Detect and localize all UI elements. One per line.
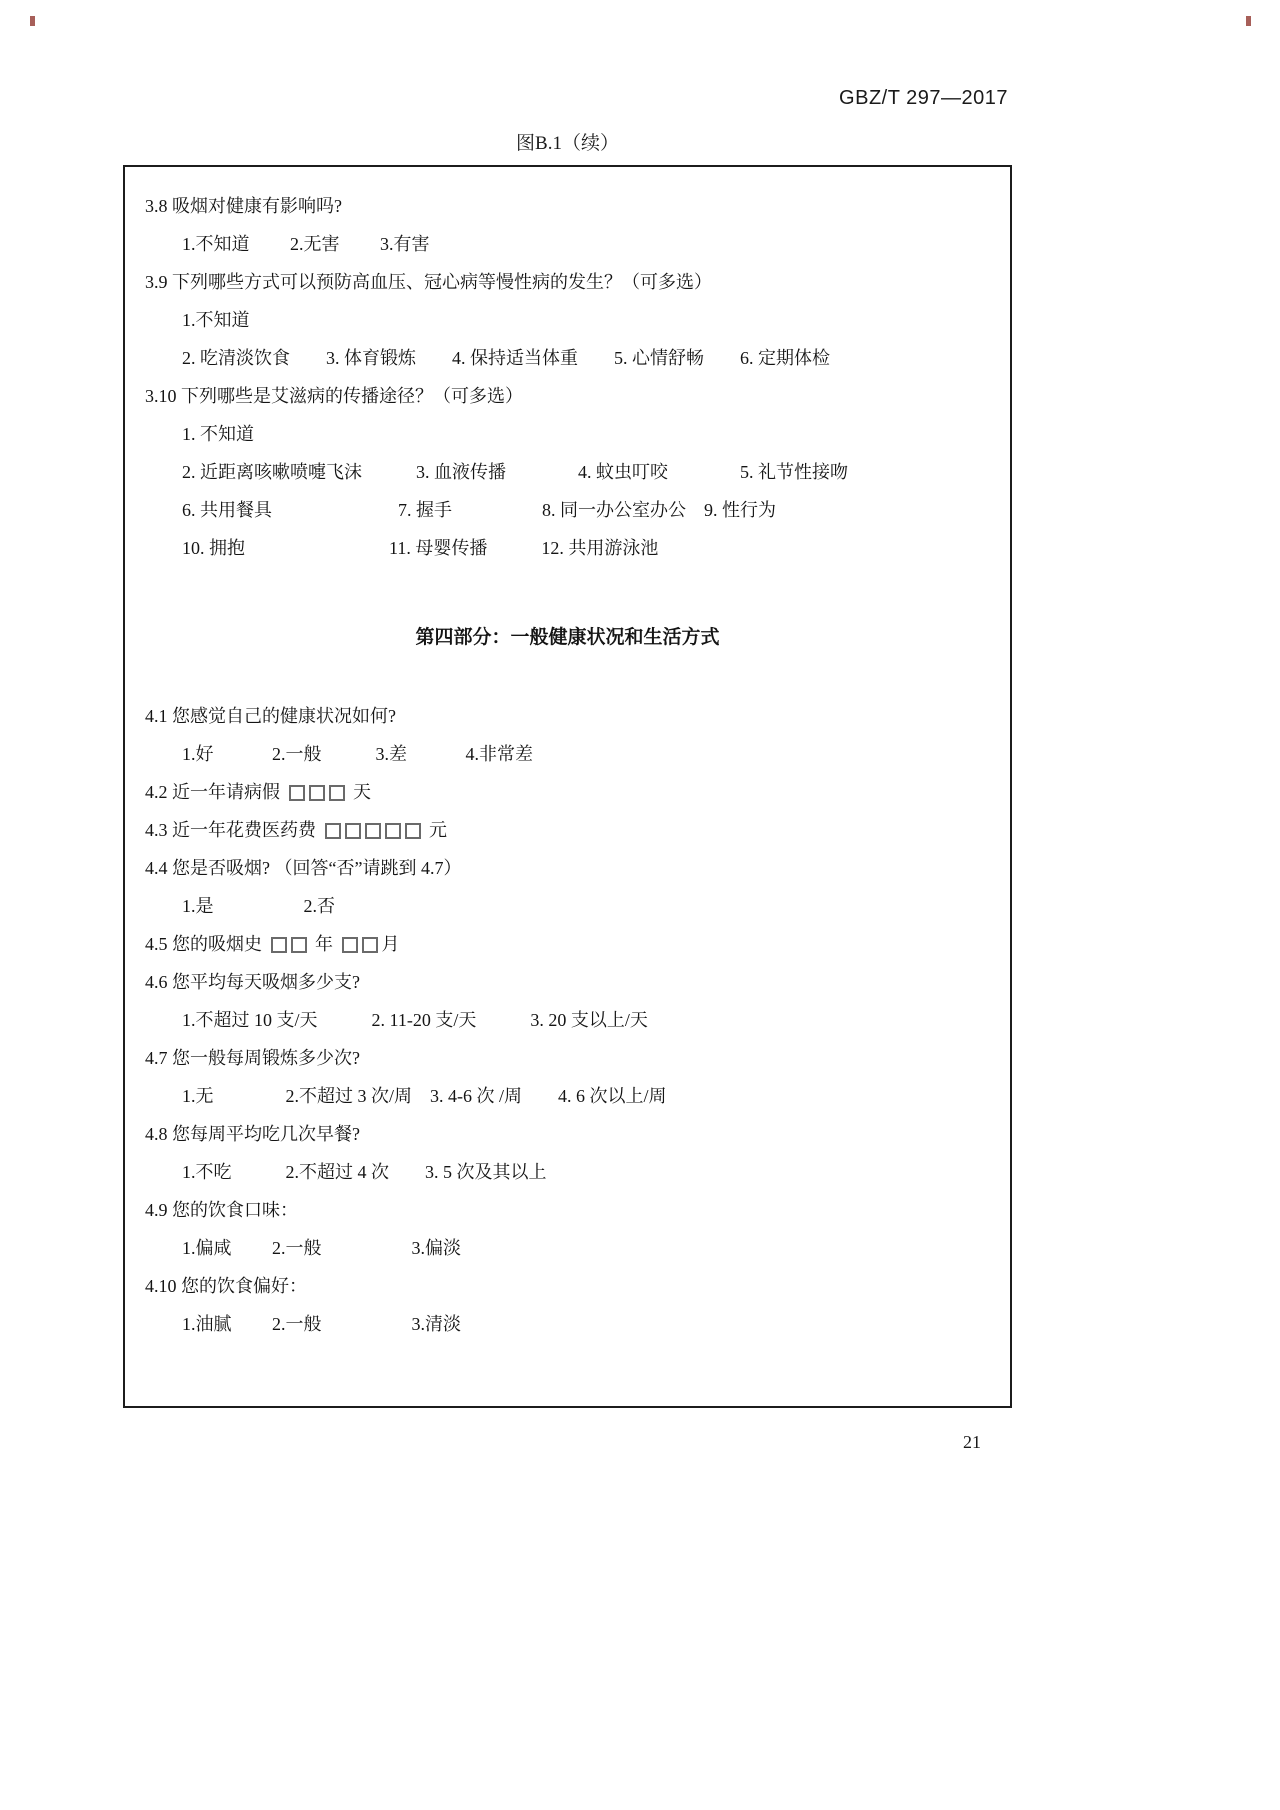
- answer-box: [291, 937, 307, 953]
- answer-box: [362, 937, 378, 953]
- answer-box: [271, 937, 287, 953]
- standard-number-header: GBZ/T 297—2017: [839, 87, 1008, 109]
- scan-registration-mark: [30, 16, 35, 26]
- answer-box: [325, 823, 341, 839]
- figure-title: 图B.1（续）: [516, 133, 619, 154]
- option-line: 1.是 2.否: [182, 896, 335, 916]
- answer-boxes: [287, 782, 347, 802]
- option-line: 1.偏咸 2.一般 3.偏淡: [182, 1238, 461, 1258]
- questionnaire-rows: [135, 187, 1000, 1343]
- answer-box: [309, 785, 325, 801]
- question-line: 4.6 您平均每天吸烟多少支?: [145, 972, 360, 992]
- option-line: 1.不吃 2.不超过 4 次 3. 5 次及其以上: [182, 1162, 547, 1182]
- text-segment: 4.5 您的吸烟史: [145, 934, 267, 954]
- question-line: 4.10 您的饮食偏好：: [145, 1276, 307, 1296]
- question-line: 3.8 吸烟对健康有影响吗?: [145, 196, 342, 216]
- text-segment: 年: [310, 934, 338, 954]
- option-line: 10. 拥抱 11. 母婴传播 12. 共用游泳池: [182, 538, 659, 558]
- option-line: 1.好 2.一般 3.差 4.非常差: [182, 744, 533, 764]
- question-line-with-boxes: [135, 773, 1000, 811]
- question-line: 4.4 您是否吸烟? （回答“否”请跳到 4.7）: [145, 858, 462, 878]
- answer-box: [289, 785, 305, 801]
- question-line: 4.9 您的饮食口味：: [145, 1200, 298, 1220]
- option-line: 2. 吃清淡饮食 3. 体育锻炼 4. 保持适当体重 5. 心情舒畅 6. 定期体检: [182, 348, 830, 368]
- question-line: 3.9 下列哪些方式可以预防高血压、冠心病等慢性病的发生？（可多选）: [145, 272, 712, 292]
- answer-box: [365, 823, 381, 839]
- page-number: 21: [963, 1432, 981, 1452]
- text-segment: 4.3 近一年花费医药费: [145, 820, 321, 840]
- question-line-with-boxes: [135, 925, 1000, 963]
- question-line: 4.7 您一般每周锻炼多少次?: [145, 1048, 360, 1068]
- question-line-with-boxes: [135, 811, 1000, 849]
- question-line: 4.1 您感觉自己的健康状况如何?: [145, 706, 396, 726]
- text-segment: 4.2 近一年请病假: [145, 782, 285, 802]
- option-line: 1.不知道 2.无害 3.有害: [182, 234, 430, 254]
- question-line: 4.8 您每周平均吃几次早餐?: [145, 1124, 360, 1144]
- text-segment: 元: [424, 820, 447, 840]
- answer-box: [405, 823, 421, 839]
- answer-box: [342, 937, 358, 953]
- text-segment: 天: [348, 782, 371, 802]
- scan-registration-mark: [1246, 16, 1251, 26]
- option-line: 6. 共用餐具 7. 握手 8. 同一办公室办公 9. 性行为: [182, 500, 776, 520]
- option-line: 1. 不知道: [182, 424, 254, 444]
- answer-box: [385, 823, 401, 839]
- answer-boxes: [340, 934, 380, 954]
- option-line: 1.不超过 10 支/天 2. 11-20 支/天 3. 20 支以上/天: [182, 1010, 648, 1030]
- option-line: 1.油腻 2.一般 3.清淡: [182, 1314, 461, 1334]
- option-line: 1.不知道: [182, 310, 250, 330]
- section-heading: 第四部分：一般健康状况和生活方式: [415, 627, 720, 648]
- text-segment: 月: [381, 934, 400, 954]
- option-line: 2. 近距离咳嗽喷嚏飞沫 3. 血液传播 4. 蚊虫叮咬 5. 礼节性接吻: [182, 462, 848, 482]
- answer-box: [329, 785, 345, 801]
- option-line: 1.无 2.不超过 3 次/周 3. 4-6 次 /周 4. 6 次以上/周: [182, 1086, 667, 1106]
- answer-boxes: [323, 820, 423, 840]
- questionnaire-border-box: [123, 165, 1012, 1408]
- answer-box: [345, 823, 361, 839]
- question-line: 3.10 下列哪些是艾滋病的传播途径？（可多选）: [145, 386, 523, 406]
- answer-boxes: [269, 934, 309, 954]
